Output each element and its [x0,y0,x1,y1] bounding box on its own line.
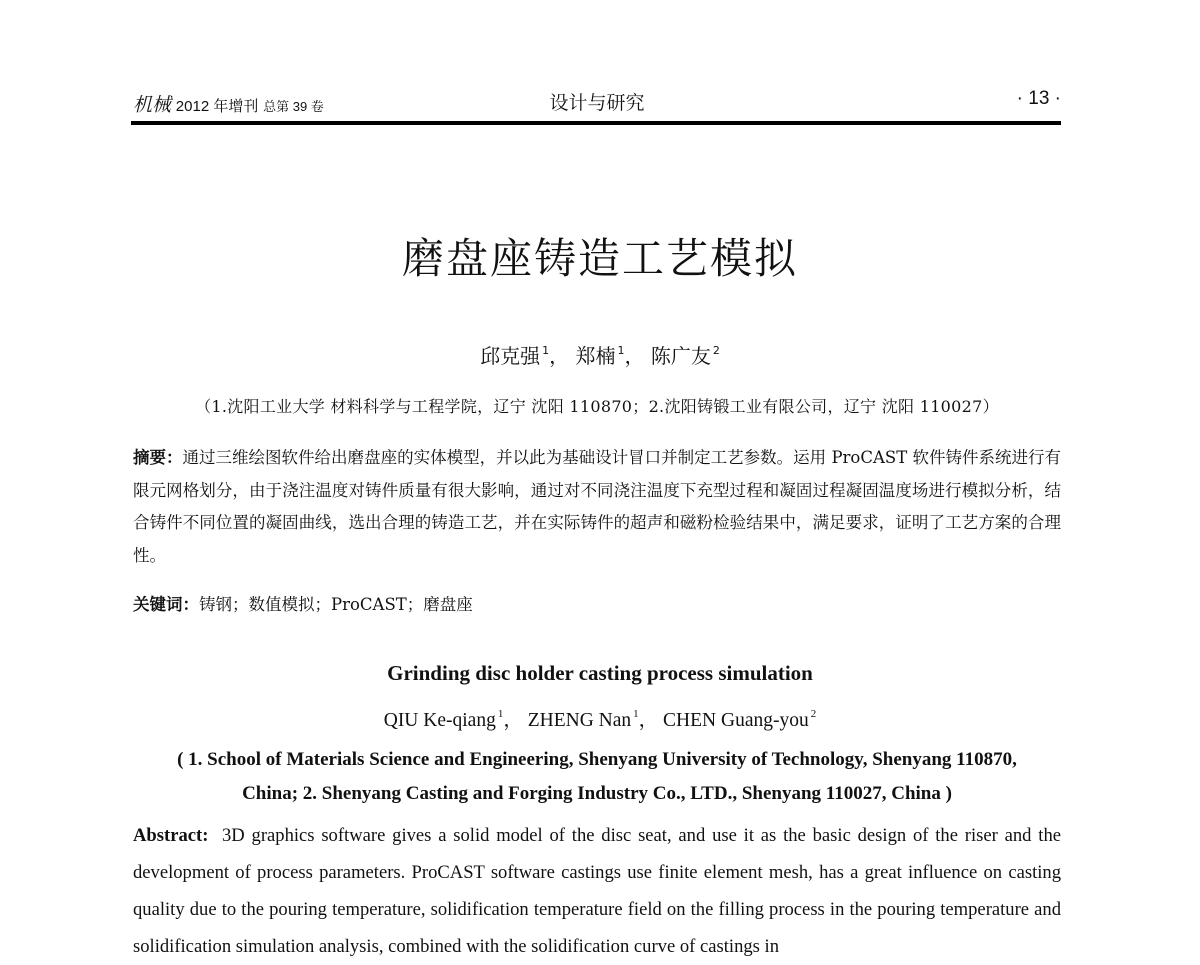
year-issue: 2012 年增刊 [175,98,259,115]
abstract-cn-text: 通过三维绘图软件给出磨盘座的实体模型，并以此为基础设计冒口并制定工艺参数。运用 ProCAST 软件铸件系统进行有限元网格划分，由于浇注温度对铸件质量有很大影响，通过对不同浇注温度下充型过程和凝固过程凝固温度场进行模拟分析，结合铸件不同位置的凝固曲线，选出合理的铸造工艺，并在实际铸件的超声和磁粉检验结果中，满足要求，证明了工艺方案的合理性。 [133,448,1061,565]
section-name: 设计与研究 [549,92,645,114]
author-name: CHEN Guang-you [663,710,809,731]
keywords-cn-text: 铸钢；数值模拟；ProCAST；磨盘座 [199,595,473,614]
affiliations-en-line: ( 1. School of Materials Science and Engineering, Shenyang University of Technology, Shenyang 110870, [177,749,1017,770]
author-aff: 1 [497,708,504,720]
keywords-cn [133,591,1061,615]
author-separator: ， [503,710,523,731]
abstract-en-text: 3D graphics software gives a solid model of the disc seat, and use it as the basic design of the riser and the development of process parameters. ProCAST software castings use finite element mesh, has a great influence on casting quality due to the pouring temperature, solidification temperature field on the filling process in the pouring temperature and solidification simulation analysis, combined with the solidification curve of castings in [133,825,1061,957]
keywords-cn-label: 关键词： [133,595,199,614]
authors-cn [0,340,1200,369]
header-rule [131,121,1061,125]
abstract-en-label: Abstract: [133,825,209,846]
affiliations-en [133,743,1061,811]
author-aff: 1 [542,344,550,357]
author-aff: 1 [617,344,625,357]
title-en: Grinding disc holder casting process simulation [387,661,813,685]
journal-name: 机械 [133,94,172,116]
author-name: 郑楠 [575,344,616,368]
author-name: 邱克强 [480,344,541,368]
abstract-en [133,817,1061,965]
author-aff: 1 [633,708,639,720]
authors-en [0,704,1200,732]
volume: 总第 39 卷 [263,99,324,114]
abstract-cn [133,442,1061,572]
title-cn: 磨盘座铸造工艺模拟 [401,234,798,283]
author-name: ZHENG Nan [527,710,632,731]
author-separator: ， [549,344,570,368]
author-aff: 2 [712,344,720,357]
author-separator: ， [638,710,659,731]
abstract-cn-label: 摘要： [133,448,183,467]
affiliations-en-line: China; 2. Shenyang Casting and Forging Industry Co., LTD., Shenyang 110027, China ) [242,783,952,804]
affiliations-cn: （1.沈阳工业大学 材料科学与工程学院，辽宁 沈阳 110870；2.沈阳铸锻工业有限公司，辽宁 沈阳 110027） [195,397,999,416]
running-header [133,88,1061,118]
author-name: QIU Ke-qiang [383,710,496,731]
author-name: 陈广友 [650,344,711,368]
author-separator: ， [624,344,645,368]
author-aff: 2 [810,708,817,720]
page-number: · 13 · [1016,88,1061,109]
